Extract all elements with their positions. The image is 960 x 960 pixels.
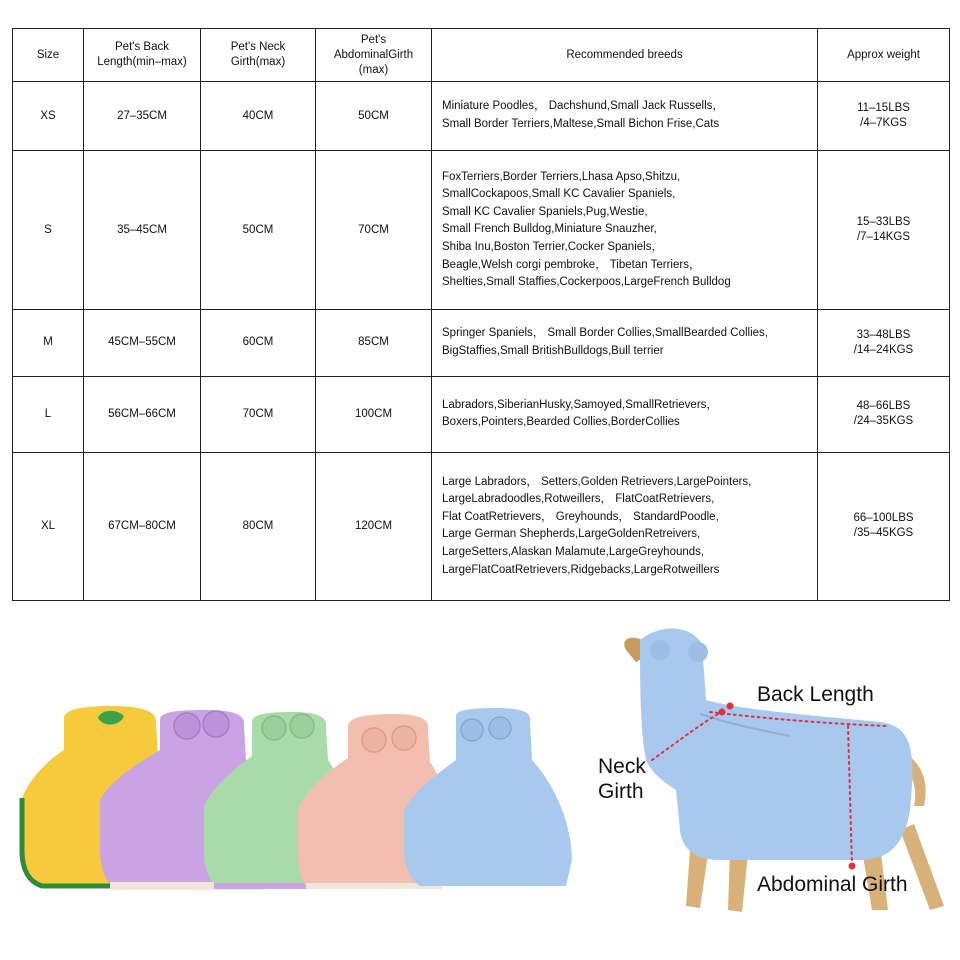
column-header-line: Size [36,48,60,61]
size-row [13,82,950,151]
column-header-line: Pet's Abdominal [333,33,389,61]
neck-girth-cell: 70CM [201,376,316,452]
neck-girth-cell: 50CM [201,151,316,310]
breed-line: Large German Shepherds,LargeGoldenRetreivers, [442,528,701,541]
column-header-line: Approx weight [847,48,920,61]
dog-with-towel [624,628,944,912]
column-header-line: (min–max) [132,56,187,68]
back-length-cell: 27–35CM [84,82,201,151]
breed-line: Miniature Poodles， Dachshund,Small Jack Russells， [442,100,724,113]
approx-weight-cell [818,82,950,151]
abdominal-girth-cell: 50CM [316,82,432,151]
column-header-line: Recommended breeds [566,48,683,61]
header-row [13,29,950,82]
weight-line: /24–35KGS [853,415,914,428]
weight-line: /4–7KGS [860,117,907,130]
breed-line: FoxTerriers,Border Terriers,Lhasa Apso,Shitzu, [442,170,681,183]
back-length-cell: 45CM–55CM [84,310,201,376]
breed-line: Springer Spaniels， Small Border Collies,SmallBearded Collies, [442,327,768,340]
column-header [432,29,818,82]
breed-line: BigStaffies,Small BritishBulldogs,Bull terrier [442,344,664,357]
approx-weight-cell [818,452,950,600]
abdominal-girth-cell: 85CM [316,310,432,376]
size-cell: M [13,310,84,376]
breed-line: Large Labradors， Setters,Golden Retrievers,LargePointers, [442,475,752,488]
breed-line: Small KC Cavalier Spaniels,Pug,Westie, [442,205,648,218]
towel-illustration [0,610,960,960]
neck-girth-cell: 60CM [201,310,316,376]
breed-line: LargeLabradoodles,Rotweillers， FlatCoatRetrievers, [442,493,715,506]
breed-line: LargeSetters,Alaskan Malamute,LargeGreyhounds, [442,545,705,558]
weight-line: 33–48LBS [856,328,911,341]
neck-girth-cell: 40CM [201,82,316,151]
breed-line: Beagle,Welsh corgi pembroke， Tibetan Terriers， [442,258,701,271]
recommended-breeds-cell [432,151,818,310]
size-cell: XL [13,452,84,600]
neck-girth-cell: 80CM [201,452,316,600]
breed-line: LargeFlatCoatRetrievers,Ridgebacks,LargeRotweillers [442,563,720,576]
back-length-cell: 67CM–80CM [84,452,201,600]
weight-line: 15–33LBS [856,216,911,229]
column-header-line: Girth (max) [358,48,414,76]
blue-towel [404,708,572,886]
weight-line: /14–24KGS [853,343,914,356]
approx-weight-cell [818,151,950,310]
abdominal-girth-label: Abdominal Girth [757,873,908,896]
column-header [818,29,950,82]
breed-line: Small Border Terriers,Maltese,Small Bichon Frise,Cats [442,118,720,131]
column-header-line: Pet's Neck Girth [230,41,286,68]
breed-line: Shelties,Small Staffies,Cockerpoos,LargeFrench Bulldog [442,276,731,289]
recommended-breeds-cell [432,82,818,151]
neck-girth-label [598,754,646,804]
recommended-breeds-cell [432,376,818,452]
breed-line: SmallCockapoos,Small KC Cavalier Spaniels, [442,188,676,201]
size-row [13,310,950,376]
size-cell: L [13,376,84,452]
column-header-line: (max) [255,56,286,68]
abdominal-girth-cell: 120CM [316,452,432,600]
abdominal-girth-cell: 70CM [316,151,432,310]
breed-line: Small French Bulldog,Miniature Snauzher, [442,223,657,236]
weight-line: 66–100LBS [853,512,914,525]
column-header [316,29,432,82]
column-header [84,29,201,82]
recommended-breeds-cell [432,310,818,376]
approx-weight-cell [818,376,950,452]
neck-girth-label-line: Girth [598,780,644,803]
weight-line: 48–66LBS [856,400,911,413]
approx-weight-cell [818,310,950,376]
back-length-label: Back Length [757,683,874,706]
product-photos [0,610,960,960]
column-header [13,29,84,82]
breed-line: Shiba Inu,Boston Terrier,Cocker Spaniels， [442,241,663,254]
size-cell: S [13,151,84,310]
column-header [201,29,316,82]
weight-line: /7–14KGS [856,231,911,244]
size-cell: XS [13,82,84,151]
recommended-breeds-cell [432,452,818,600]
back-length-cell: 56CM–66CM [84,376,201,452]
abdominal-girth-cell: 100CM [316,376,432,452]
breed-line: Labradors,SiberianHusky,Samoyed,SmallRetrievers， [442,398,718,411]
neck-girth-label-line: Neck [598,755,646,778]
weight-line: 11–15LBS [857,102,910,115]
size-row [13,452,950,600]
breed-line: Flat CoatRetrievers， Greyhounds， StandardPoodle, [442,510,719,523]
back-length-cell: 35–45CM [84,151,201,310]
breed-line: Boxers,Pointers,Bearded Collies,BorderCollies [442,416,680,429]
size-row [13,376,950,452]
weight-line: /35–45KGS [853,527,914,540]
size-row [13,151,950,310]
size-chart-table [12,28,950,601]
column-header-line: Pet's Back Length [97,41,169,68]
